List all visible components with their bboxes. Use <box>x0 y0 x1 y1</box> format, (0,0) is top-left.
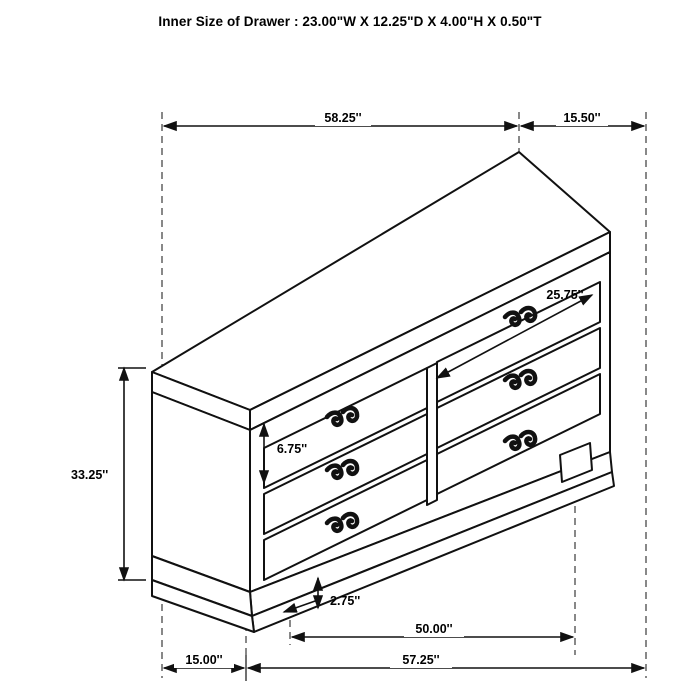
label-15-00: 15.00'' <box>185 653 223 667</box>
label-33-25: 33.25'' <box>71 468 109 482</box>
label-58-25: 58.25'' <box>324 111 362 125</box>
drawer-divider <box>427 363 437 505</box>
label-50-00: 50.00'' <box>415 622 453 636</box>
label-25-75: 25.75'' <box>546 288 584 302</box>
label-15-50: 15.50'' <box>563 111 601 125</box>
label-2-75: 2.75'' <box>330 594 361 608</box>
label-6-75: 6.75'' <box>276 442 308 456</box>
dresser-illustration <box>152 152 614 632</box>
label-57-25: 57.25'' <box>402 653 440 667</box>
page-title: Inner Size of Drawer : 23.00"W X 12.25"D X 4.00"H X 0.50"T <box>158 14 542 29</box>
